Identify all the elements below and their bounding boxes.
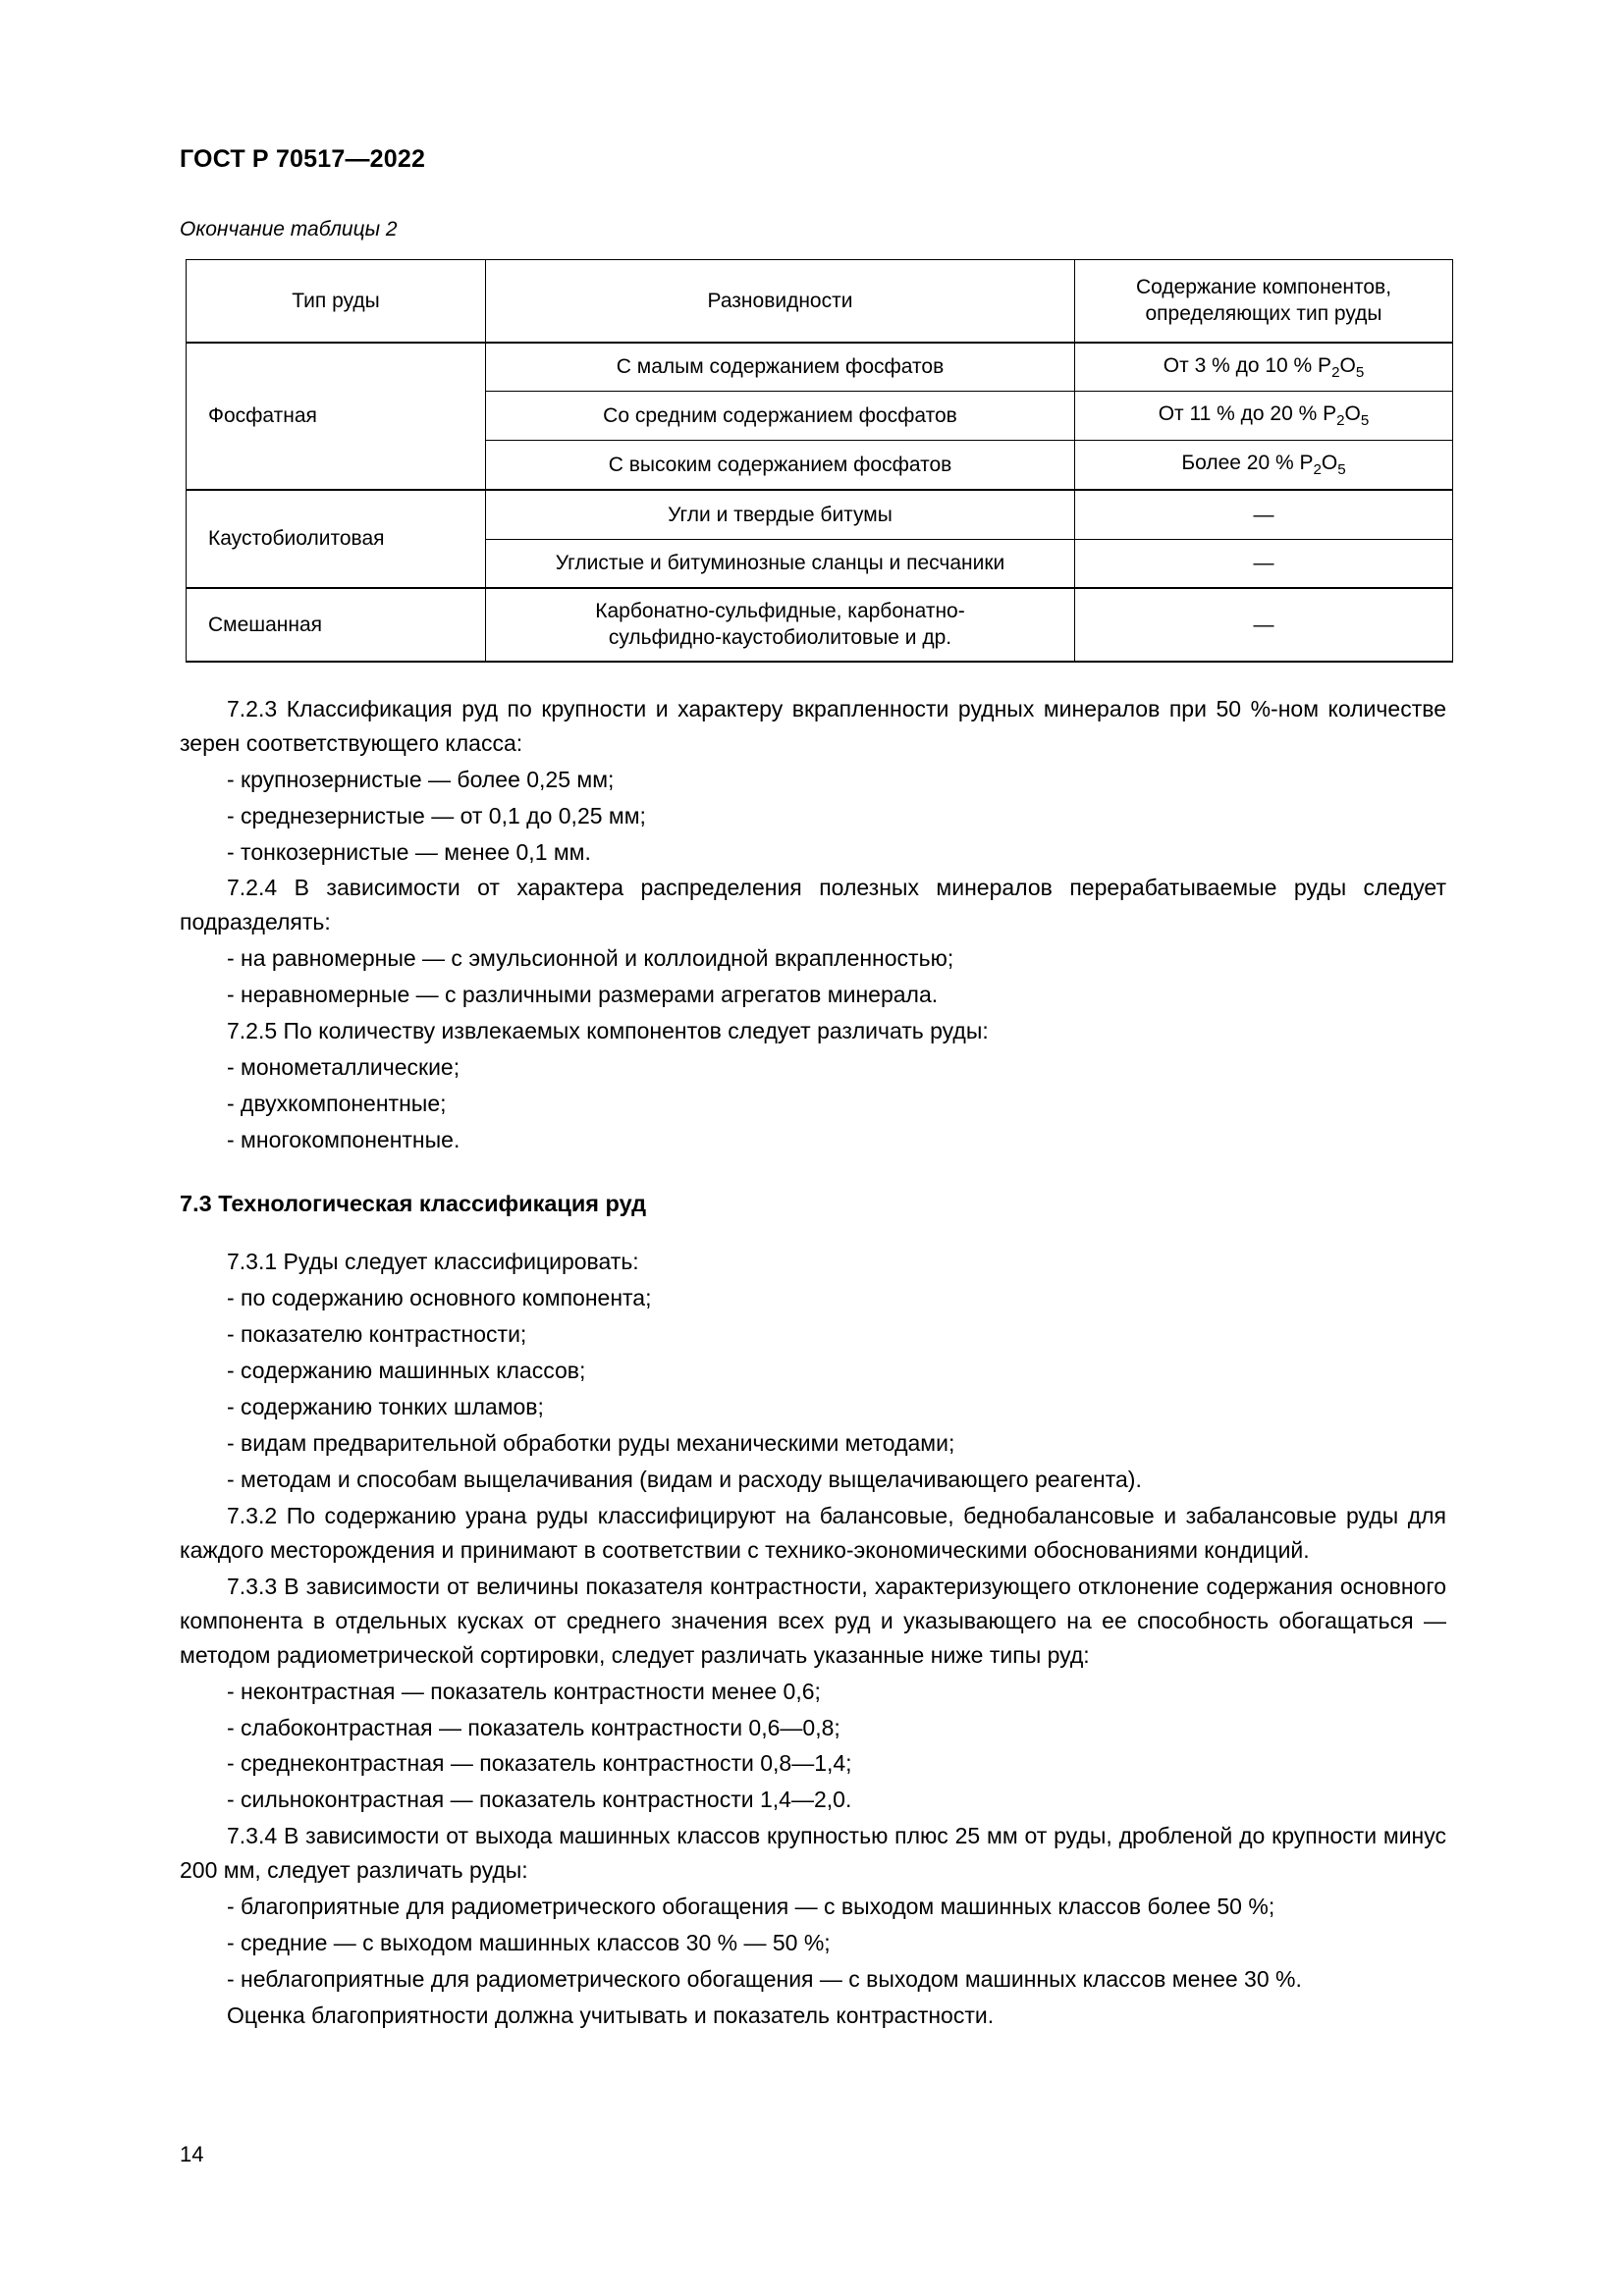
body-text [180, 692, 1446, 2033]
content-cell [1075, 343, 1453, 392]
content-subscript-2: 5 [1337, 461, 1346, 479]
list-item: - видам предварительной обработки руды механическими методами; [227, 1429, 955, 1456]
paragraph-7-3-3: 7.3.3 В зависимости от величины показателя контрастности, характеризующего отклонение содержания основного компонента в отдельных кусках от среднего значения всех руд и указывающего на ее способность обогащаться — методом радиометрической сортировки, следует различать указанные ниже типы руд: [180, 1573, 1446, 1668]
content-value-mid: O [1339, 353, 1356, 377]
list-item: - среднеконтрастная — показатель контрастности 0,8—1,4; [227, 1750, 852, 1777]
list-item: - неравномерные — с различными размерами агрегатов минерала. [227, 982, 939, 1008]
table-header-ore-type: Тип руды [187, 260, 486, 343]
content-subscript-1: 2 [1313, 461, 1322, 479]
content-cell: — [1075, 539, 1453, 588]
page-content [180, 218, 1446, 2035]
running-header: ГОСТ Р 70517—2022 [180, 145, 426, 173]
paragraph-7-3-2: 7.3.2 По содержанию урана руды классифицируют на балансовые, беднобалансовые и забалансовые руды для каждого месторождения и принимают в соответствии с технико-экономическими обоснованиями кондиций. [180, 1502, 1446, 1563]
list-item: - неблагоприятные для радиометрического обогащения — с выходом машинных классов менее 30 %. [227, 1966, 1302, 1993]
list-item: - тонкозернистые — менее 0,1 мм. [227, 838, 591, 865]
table-header-component-content [1075, 260, 1453, 343]
component-content-line1: Содержание компонентов, [1135, 276, 1392, 298]
variety-cell: Угли и твердые битумы [486, 490, 1075, 539]
ore-type-cell: Смешанная [187, 588, 486, 662]
content-value-mid: O [1344, 402, 1361, 426]
list-item: - содержанию машинных классов; [227, 1357, 586, 1383]
ore-type-cell: Фосфатная [187, 343, 486, 491]
section-heading-7-3: 7.3 Технологическая классификация руд [180, 1191, 646, 1217]
content-cell [1075, 392, 1453, 441]
variety-cell: С высоким содержанием фосфатов [486, 441, 1075, 490]
content-subscript-1: 2 [1331, 363, 1340, 381]
table-header-row [187, 260, 1453, 343]
paragraph-7-2-4: 7.2.4 В зависимости от характера распределения полезных минералов перерабатываемые руды следует подразделять: [180, 875, 1446, 935]
variety-cell [486, 588, 1075, 662]
list-item: - слабоконтрастная — показатель контрастности 0,6—0,8; [227, 1714, 840, 1740]
ore-type-cell: Каустобиолитовая [187, 490, 486, 588]
content-subscript-2: 5 [1355, 363, 1365, 381]
variety-cell: Со средним содержанием фосфатов [486, 392, 1075, 441]
table-caption: Окончание таблицы 2 [180, 218, 398, 240]
list-item: - сильноконтрастная — показатель контрастности 1,4—2,0. [227, 1787, 852, 1813]
list-item: - средние — с выходом машинных классов 30 % — 50 %; [227, 1930, 831, 1956]
content-subscript-1: 2 [1336, 412, 1345, 430]
variety-line1: Карбонатно-сульфидные, карбонатно- [595, 600, 965, 623]
paragraph-final: Оценка благоприятности должна учитывать и показатель контрастности. [227, 2002, 995, 2029]
page-number: 14 [180, 2142, 204, 2166]
list-item: - методам и способам выщелачивания (видам и расходу выщелачивающего реагента). [227, 1466, 1142, 1492]
list-item: - монометаллические; [227, 1054, 460, 1081]
paragraph-7-2-5: 7.2.5 По количеству извлекаемых компонентов следует различать руды: [227, 1018, 989, 1044]
content-value-prefix: От 11 % до 20 % P [1158, 402, 1337, 426]
content-cell [1075, 441, 1453, 490]
list-item: - неконтрастная — показатель контрастности менее 0,6; [227, 1678, 821, 1704]
variety-cell: Углистые и битуминозные сланцы и песчаники [486, 539, 1075, 588]
paragraph-7-2-3: 7.2.3 Классификация руд по крупности и характеру вкрапленности рудных минералов при 50 %-ном количестве зерен соответствующего класса: [180, 695, 1446, 756]
content-value-mid: O [1321, 452, 1338, 475]
ore-classification-table [186, 259, 1453, 663]
paragraph-7-3-1: 7.3.1 Руды следует классифицировать: [227, 1249, 639, 1275]
table-header-varieties: Разновидности [486, 260, 1075, 343]
list-item: - двухкомпонентные; [227, 1091, 447, 1117]
content-value-prefix: Более 20 % P [1181, 452, 1314, 475]
list-item: - многокомпонентные. [227, 1127, 460, 1153]
component-content-line2: определяющих тип руды [1145, 302, 1382, 326]
content-subscript-2: 5 [1360, 412, 1370, 430]
variety-cell: С малым содержанием фосфатов [486, 343, 1075, 392]
content-value-prefix: От 3 % до 10 % P [1163, 353, 1332, 377]
list-item: - благоприятные для радиометрического обогащения — с выходом машинных классов более 50 %; [227, 1894, 1275, 1920]
list-item: - среднезернистые — от 0,1 до 0,25 мм; [227, 802, 646, 828]
table-row [187, 490, 1453, 539]
list-item: - содержанию тонких шламов; [227, 1393, 544, 1419]
paragraph-7-3-4: 7.3.4 В зависимости от выхода машинных классов крупностью плюс 25 мм от руды, дробленой до крупности минус 200 мм, следует различать руды: [180, 1823, 1446, 1884]
list-item: - показателю контрастности; [227, 1321, 527, 1348]
list-item: - по содержанию основного компонента; [227, 1285, 652, 1311]
list-item: - крупнозернистые — более 0,25 мм; [227, 766, 615, 792]
table-row [187, 588, 1453, 662]
content-cell: — [1075, 490, 1453, 539]
content-cell: — [1075, 588, 1453, 662]
list-item: - на равномерные — с эмульсионной и коллоидной вкрапленностью; [227, 945, 954, 972]
table-row [187, 343, 1453, 392]
variety-line2: сульфидно-каустобиолитовые и др. [608, 626, 952, 650]
